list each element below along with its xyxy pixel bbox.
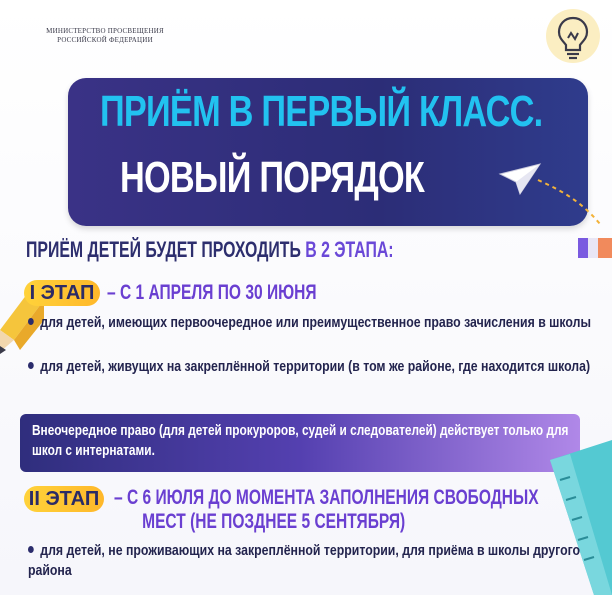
stage-2-label: II ЭТАП <box>28 488 100 510</box>
stage-1-bullet-1 <box>28 313 594 333</box>
pencil-icon <box>0 290 44 400</box>
info-banner-text: Внеочередное право (для детей прокуроров, судей и следователей) действует только для школ с интернатами. <box>32 422 569 459</box>
ministry-caption <box>30 27 180 45</box>
color-blocks-icon <box>576 232 612 262</box>
stage-1-bullet-2 <box>28 357 594 377</box>
stage-1-dates: – С 1 АПРЕЛЯ ПО 30 ИЮНЯ <box>107 281 317 304</box>
title-line-1: ПРИЁМ В ПЕРВЫЙ КЛАСС. <box>100 87 543 136</box>
stage-1-label: I ЭТАП <box>29 282 95 304</box>
title-line-2: НОВЫЙ ПОРЯДОК <box>120 153 425 202</box>
subtitle-main: ПРИЁМ ДЕТЕЙ БУДЕТ ПРОХОДИТЬ <box>26 237 301 262</box>
ministry-line-1: МИНИСТЕРСТВО ПРОСВЕЩЕНИЯ <box>46 27 164 35</box>
bullet-dot <box>28 546 34 553</box>
stage-2-dates-line-2: МЕСТ (НЕ ПОЗДНЕЕ 5 СЕНТЯБРЯ) <box>142 510 406 533</box>
bullet-dot <box>28 362 34 369</box>
stage-2-bullet-1 <box>28 541 594 581</box>
stage-1-badge <box>24 280 100 306</box>
bullet-text: для детей, не проживающих на закреплённой территории, для приёма в школы другого района <box>28 542 581 579</box>
stage-2-dates <box>114 486 539 534</box>
bullet-text: для детей, имеющих первоочередное или преимущественное право зачисления в школы <box>40 314 591 331</box>
subtitle-accent: В 2 ЭТАПА: <box>305 237 394 262</box>
stages-subtitle <box>26 236 394 264</box>
lightbulb-icon <box>545 6 601 66</box>
plane-trail-decoration <box>530 170 610 230</box>
stage-2-dates-line-1: – С 6 ИЮЛЯ ДО МОМЕНТА ЗАПОЛНЕНИЯ СВОБОДНЫХ <box>114 486 539 509</box>
stage-2-badge <box>24 486 104 512</box>
ministry-line-2: РОССИЙСКОЙ ФЕДЕРАЦИИ <box>57 36 153 44</box>
bullet-text: для детей, живущих на закреплённой территории (в том же районе, где находится школа) <box>40 358 591 375</box>
bullet-dot <box>28 318 34 325</box>
